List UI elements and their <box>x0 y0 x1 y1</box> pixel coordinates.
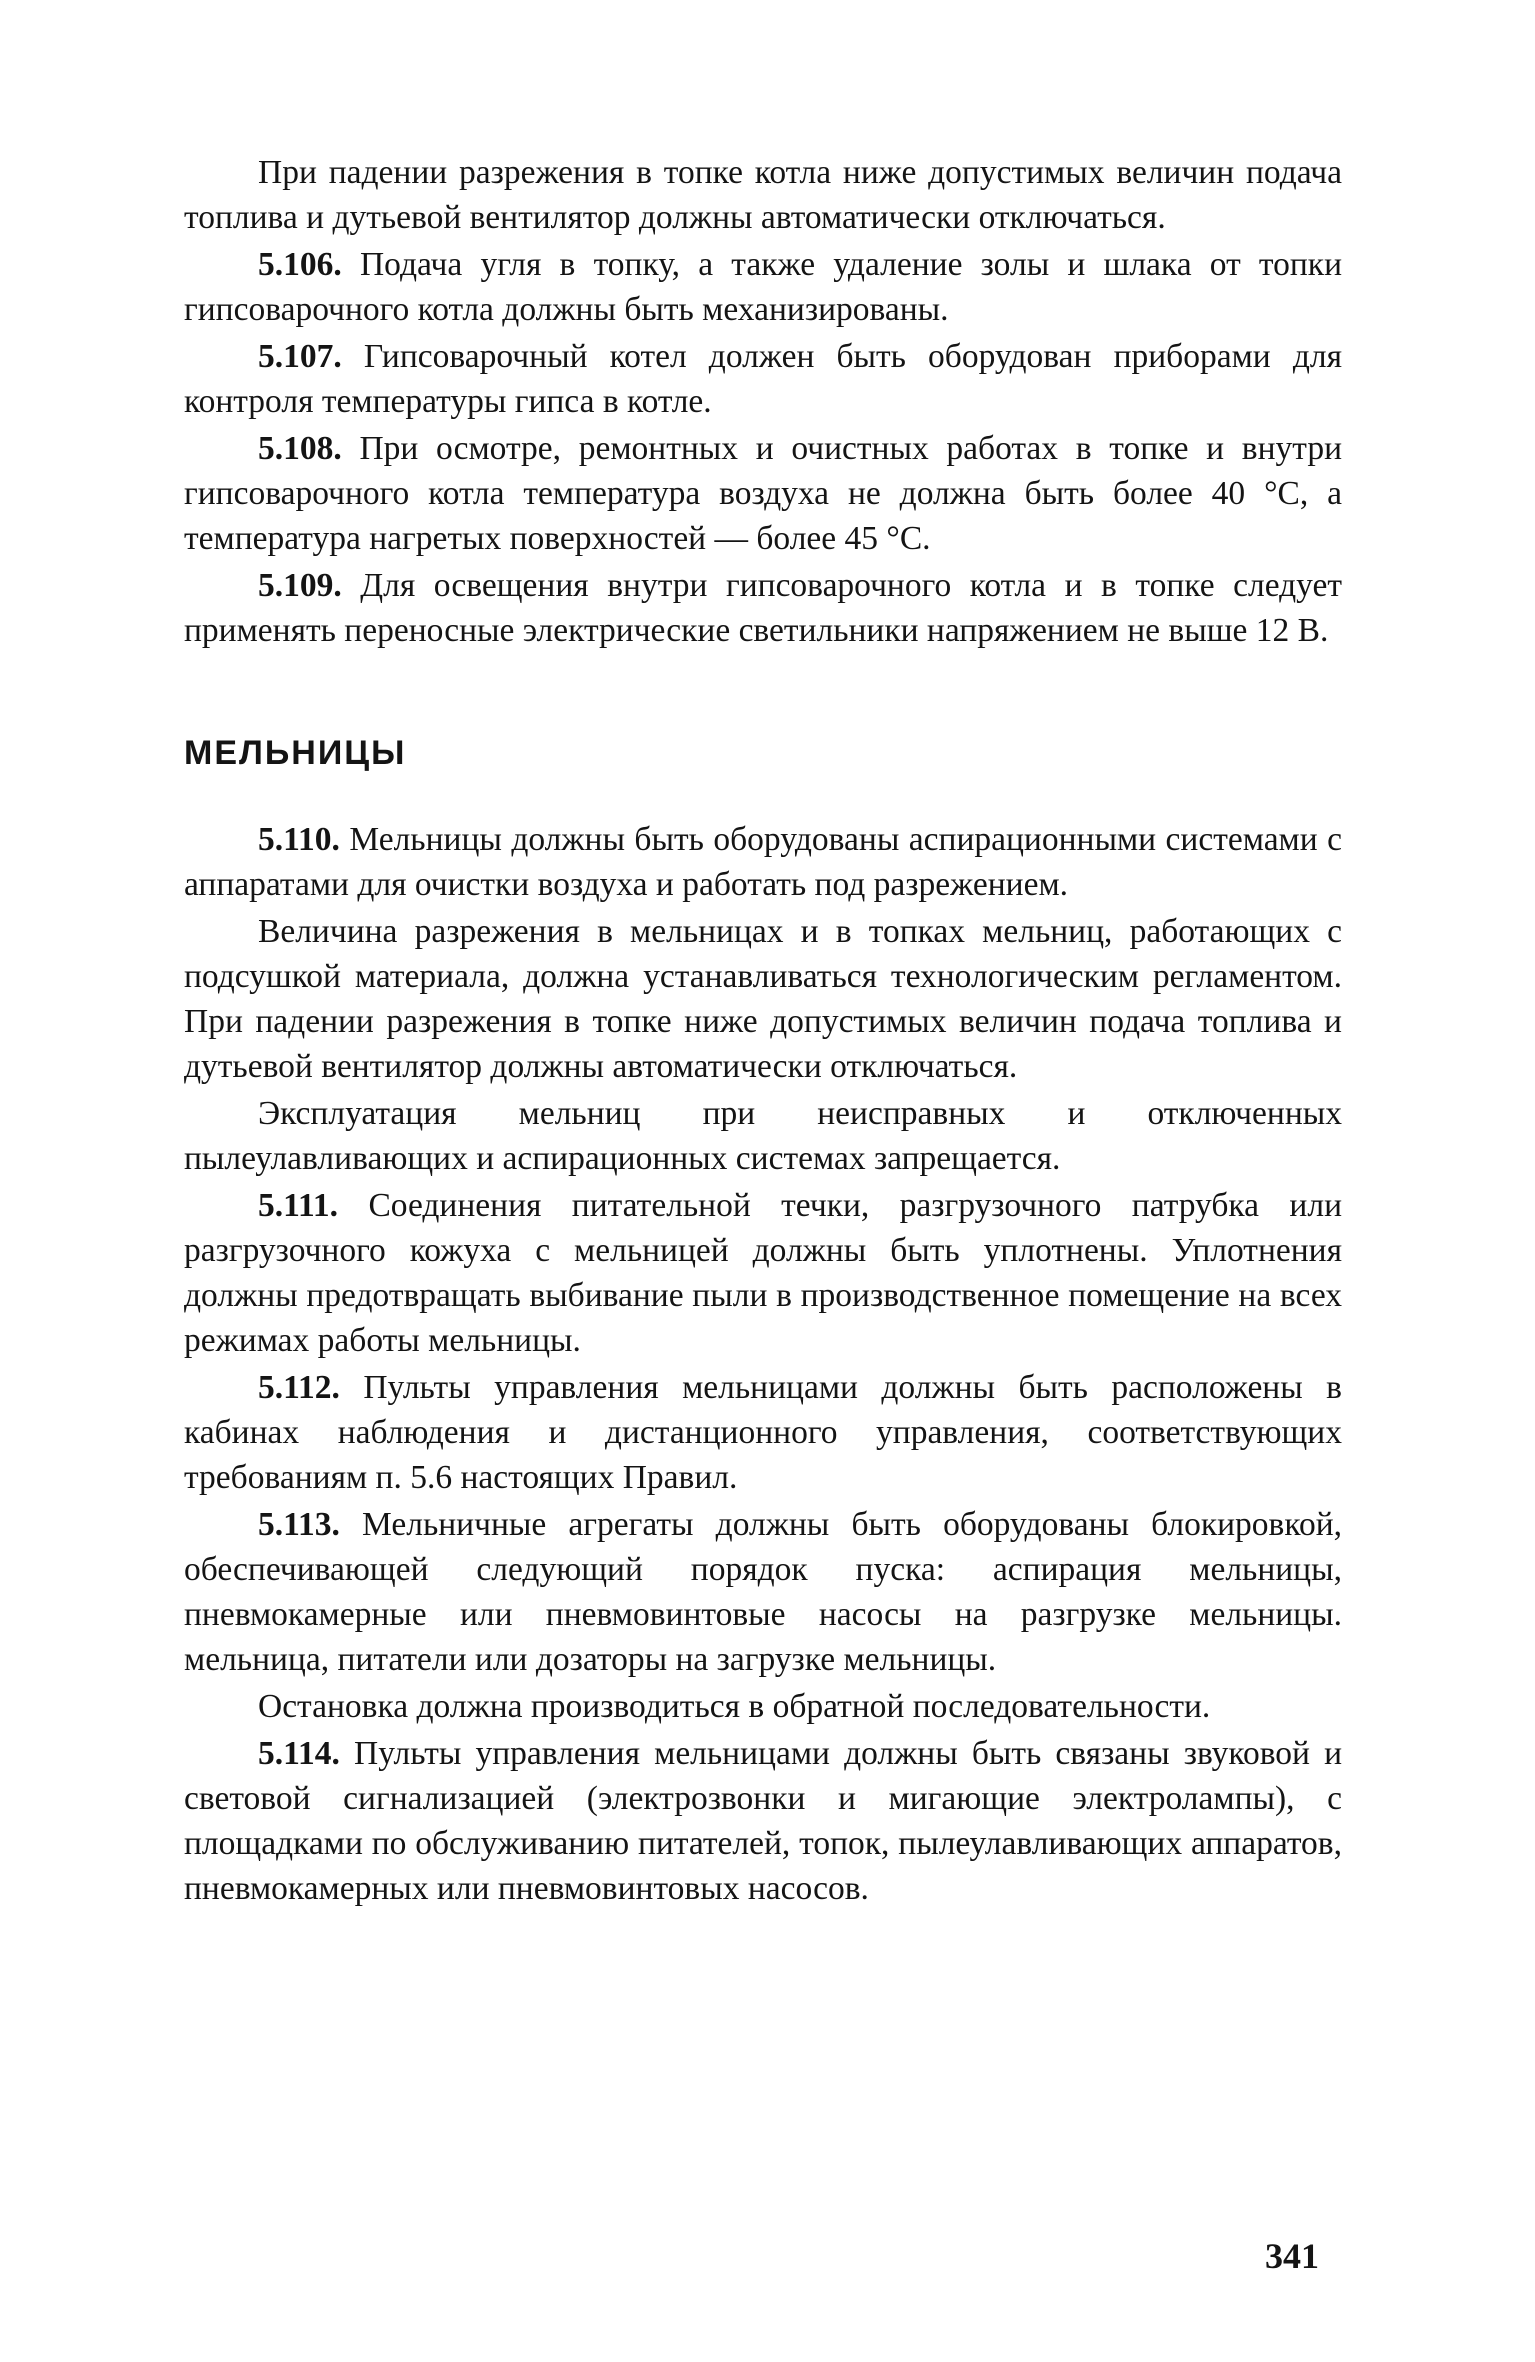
clause-number: 5.108. <box>258 430 342 467</box>
paragraph-text: Пульты управления мельницами должны быть связаны звуковой и световой сигнализацией (электрозвонки и мигающие электролампы), с площадками по обслуживанию питателей, топок, пылеулавливающих аппаратов, пневмокамерных или пневмовинтовых насосов. <box>184 1735 1342 1907</box>
paragraph <box>184 1183 1342 1363</box>
paragraph <box>184 563 1342 653</box>
paragraph <box>184 1365 1342 1500</box>
paragraph <box>184 1731 1342 1911</box>
paragraph <box>184 1684 1342 1729</box>
paragraph-text: Мельницы должны быть оборудованы аспирационными системами с аппаратами для очистки воздуха и работать под разрежением. <box>184 821 1343 903</box>
paragraph <box>184 334 1342 424</box>
paragraph-text: Величина разрежения в мельницах и в топках мельниц, работающих с подсушкой материала, должна устанавливаться технологическим регламентом. При падении разрежения в топке ниже допустимых величин подача топлива и дутьевой вентилятор должны автоматически отключаться. <box>184 913 1342 1085</box>
paragraph-text: Гипсоварочный котел должен быть оборудован приборами для контроля температуры гипса в котле. <box>184 338 1342 420</box>
paragraph-text: Мельничные агрегаты должны быть оборудованы блокировкой, обеспечивающей следующий порядок пуска: аспирация мельницы, пневмокамерные или пневмовинтовые насосы на разгрузке мельницы. мельница, питатели или дозаторы на загрузке мельницы. <box>184 1506 1342 1678</box>
paragraph <box>184 242 1342 332</box>
paragraph-text: Эксплуатация мельниц при неисправных и отключенных пылеулавливающих и аспирационных системах запрещается. <box>184 1095 1342 1177</box>
paragraph <box>184 817 1342 907</box>
paragraphs-after <box>184 817 1342 1911</box>
paragraph <box>184 909 1342 1089</box>
clause-number: 5.109. <box>258 567 342 604</box>
paragraph <box>184 1091 1342 1181</box>
clause-number: 5.107. <box>258 338 342 375</box>
clause-number: 5.106. <box>258 246 342 283</box>
paragraph-text: Остановка должна производиться в обратной последовательности. <box>258 1688 1211 1725</box>
paragraph <box>184 150 1342 240</box>
document-page <box>184 150 1342 1913</box>
paragraph <box>184 426 1342 561</box>
clause-number: 5.112. <box>258 1369 340 1406</box>
paragraph-text: Для освещения внутри гипсоварочного котла и в топке следует применять переносные электрические светильники напряжением не выше 12 В. <box>184 567 1343 649</box>
paragraph-text: Подача угля в топку, а также удаление золы и шлака от топки гипсоварочного котла должны быть механизированы. <box>184 246 1343 328</box>
section-heading: МЕЛЬНИЦЫ <box>184 734 407 772</box>
clause-number: 5.113. <box>258 1506 340 1543</box>
paragraph-text: Пульты управления мельницами должны быть расположены в кабинах наблюдения и дистанционного управления, соответствующих требованиям п. 5.6 настоящих Правил. <box>184 1369 1343 1496</box>
paragraph-text: Соединения питательной течки, разгрузочного патрубка или разгрузочного кожуха с мельницей должны быть уплотнены. Уплотнения должны предотвращать выбивание пыли в производственное помещение на всех режимах работы мельницы. <box>184 1187 1342 1359</box>
paragraph-text: При осмотре, ремонтных и очистных работах в топке и внутри гипсоварочного котла температура воздуха не должна быть более 40 °С, а температура нагретых поверхностей — более 45 °С. <box>184 430 1342 557</box>
clause-number: 5.114. <box>258 1735 340 1772</box>
paragraphs-before <box>184 150 1342 653</box>
paragraph-text: При падении разрежения в топке котла ниже допустимых величин подача топлива и дутьевой вентилятор должны автоматически отключаться. <box>184 154 1342 236</box>
clause-number: 5.110. <box>258 821 340 858</box>
paragraph <box>184 1502 1342 1682</box>
clause-number: 5.111. <box>258 1187 339 1224</box>
page-number: 341 <box>1265 2236 1319 2276</box>
